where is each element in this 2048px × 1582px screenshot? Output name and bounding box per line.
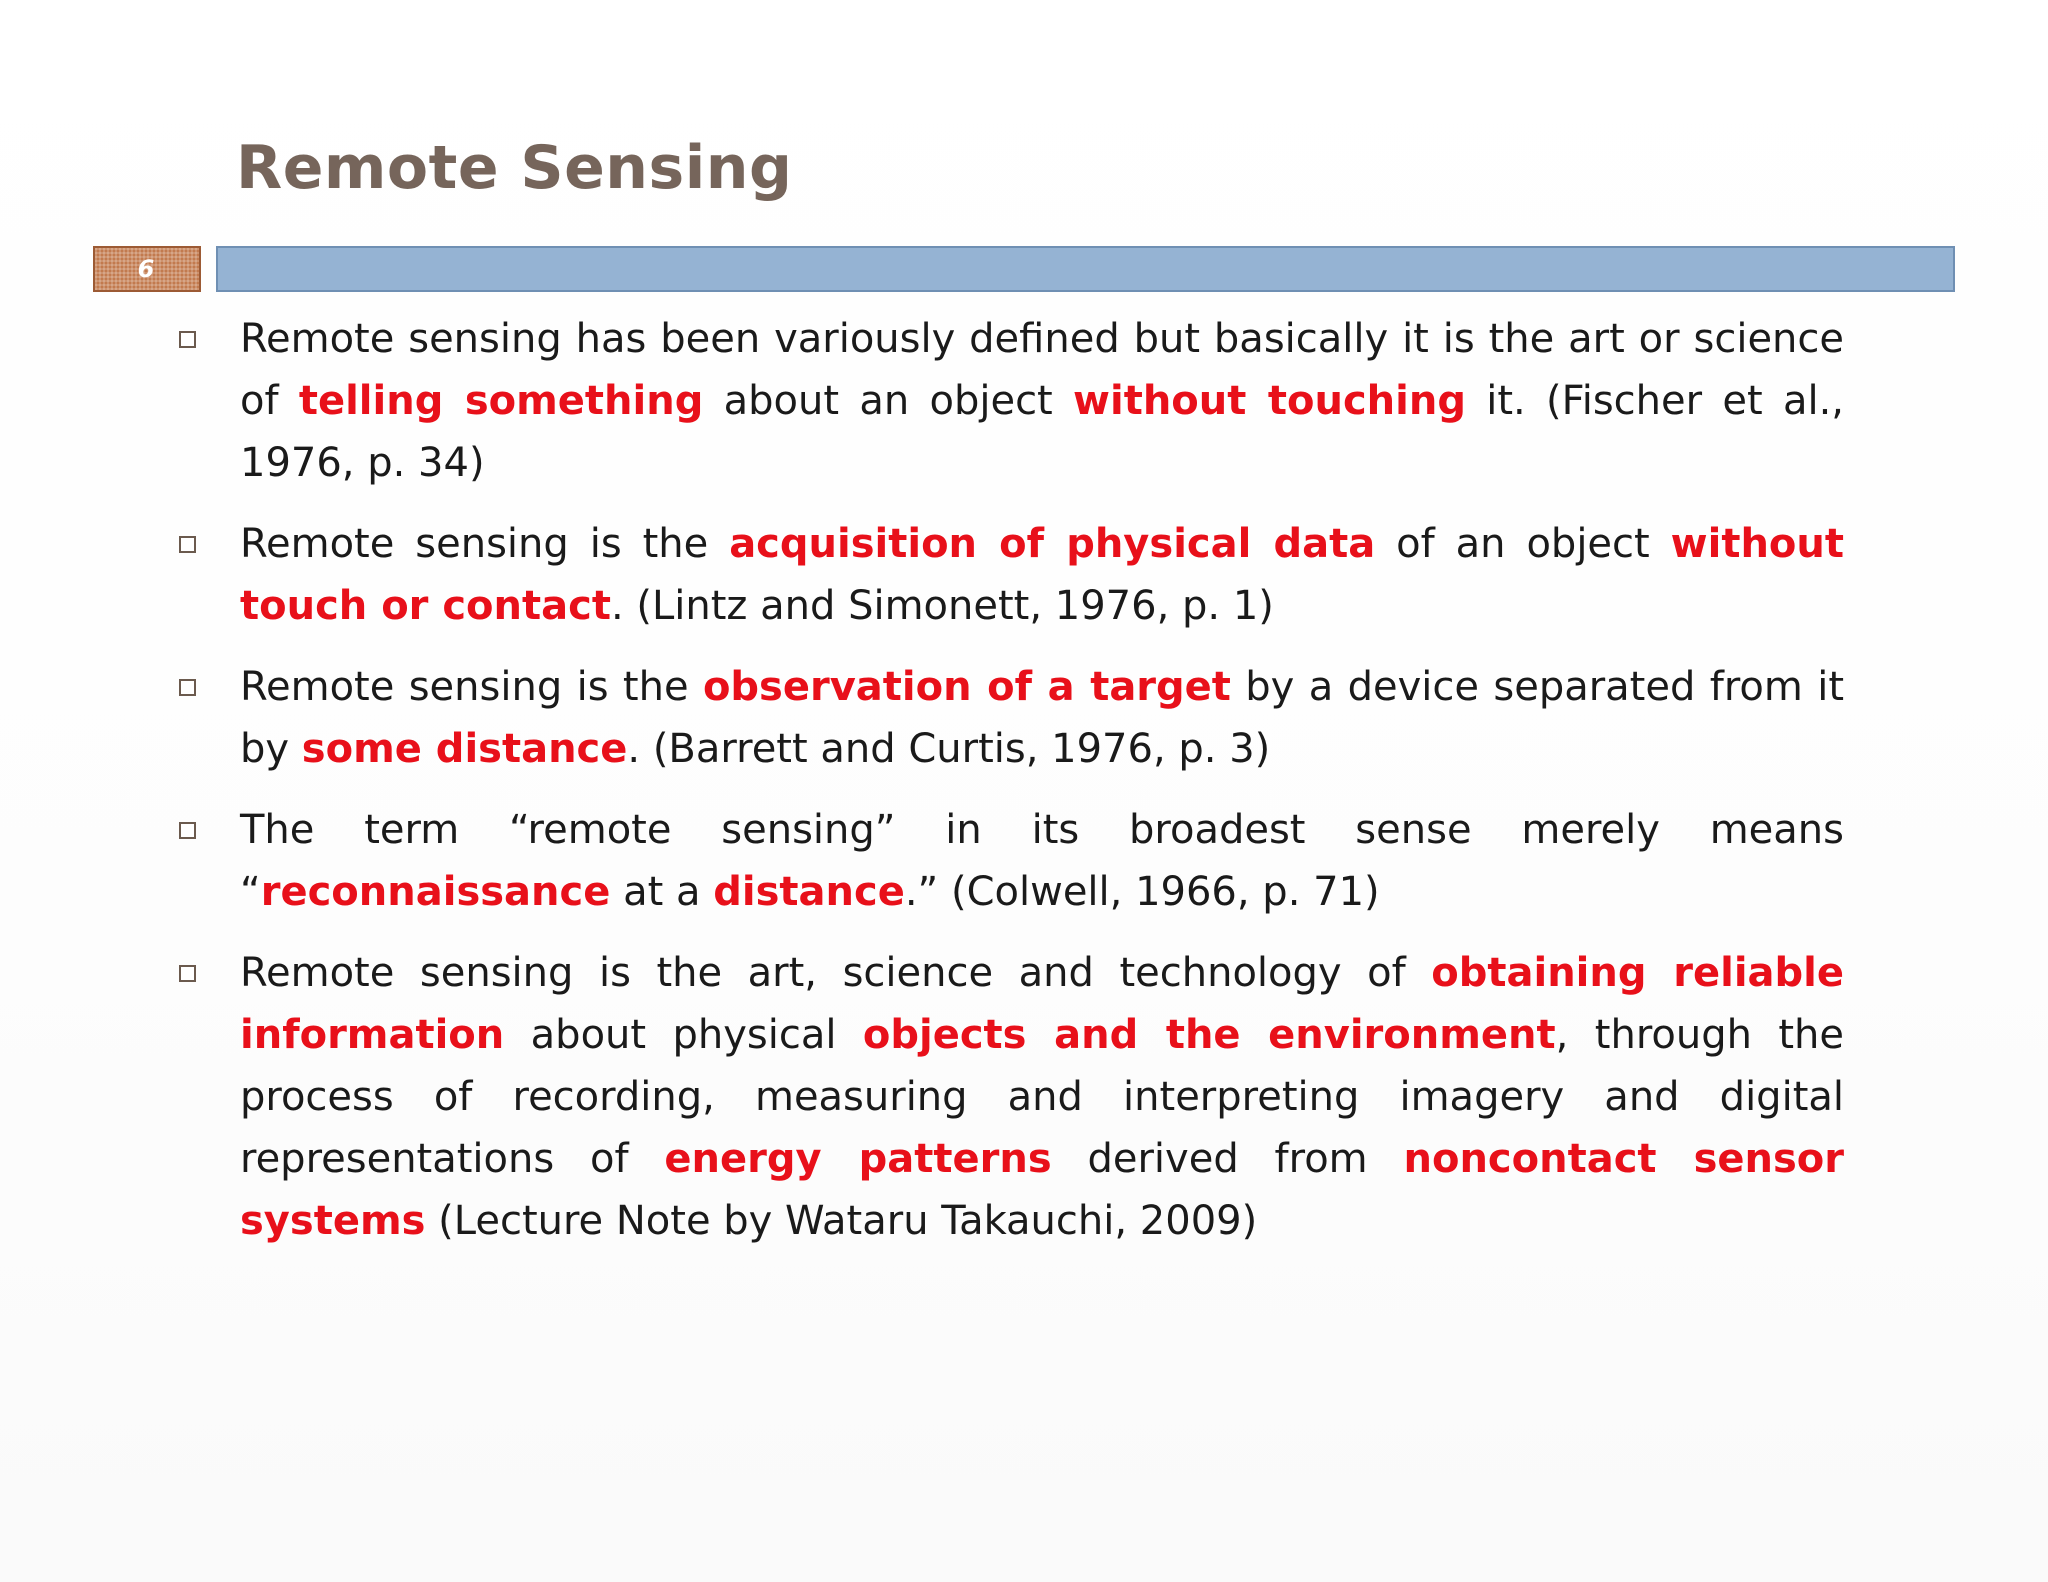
square-bullet-icon: [179, 965, 196, 982]
slide-title: Remote Sensing: [236, 133, 793, 203]
highlight-segment: distance: [713, 869, 905, 915]
bullet-item: [176, 308, 1844, 494]
bullet-item: [176, 513, 1844, 637]
text-segment: Remote sensing is the: [240, 664, 703, 710]
bullet-item: [176, 799, 1844, 923]
bullet-text: [240, 513, 1844, 637]
slide-number-box: [93, 246, 201, 292]
text-segment: (Lecture Note by Wataru Takauchi, 2009): [425, 1198, 1258, 1244]
highlight-segment: some distance: [301, 726, 628, 772]
text-segment: . (Barrett and Curtis, 1976, p. 3): [627, 726, 1271, 772]
bullet-text: [240, 656, 1844, 780]
bullet-marker: [176, 799, 240, 861]
highlight-segment: telling something: [298, 378, 704, 424]
text-segment: about an object: [703, 378, 1074, 424]
header-bar: [216, 246, 1955, 292]
highlight-segment: observation of a target: [702, 664, 1231, 710]
bullet-marker: [176, 308, 240, 370]
highlight-segment: without touching: [1073, 378, 1466, 424]
text-segment: .” (Colwell, 1966, p. 71): [904, 869, 1380, 915]
bullet-marker: [176, 942, 240, 1004]
text-segment: by a device separated from it by: [240, 664, 1844, 772]
bullet-item: [176, 942, 1844, 1252]
bullet-marker: [176, 513, 240, 575]
text-segment: Remote sensing has been variously defined but basically it is the art or science of: [240, 316, 1844, 424]
highlight-segment: reconnaissance: [260, 869, 611, 915]
square-bullet-icon: [179, 331, 196, 348]
highlight-segment: acquisition of physical data: [729, 521, 1376, 567]
text-segment: at a: [610, 869, 714, 915]
highlight-segment: noncontact sensor systems: [240, 1136, 1845, 1244]
highlight-segment: without touch or contact: [240, 521, 1844, 629]
bullet-text: [240, 942, 1844, 1252]
highlight-segment: obtaining reliable information: [240, 950, 1844, 1058]
bullet-text: [240, 308, 1844, 494]
square-bullet-icon: [179, 679, 196, 696]
slide-number: 6: [137, 255, 155, 283]
text-segment: Remote sensing is the art, science and technology of: [240, 950, 1432, 996]
bullet-marker: [176, 656, 240, 718]
text-segment: derived from: [1051, 1136, 1404, 1182]
text-segment: it. (Fischer et al., 1976, p. 34): [240, 378, 1844, 486]
square-bullet-icon: [179, 536, 196, 553]
text-segment: about physical: [504, 1012, 863, 1058]
bullet-item: [176, 656, 1844, 780]
text-segment: . (Lintz and Simonett, 1976, p. 1): [610, 583, 1274, 629]
bullet-list: [176, 308, 1844, 1271]
text-segment: of an object: [1375, 521, 1671, 567]
text-segment: , through the process of recording, measuring and interpreting imagery and digital representations of: [240, 1012, 1844, 1182]
highlight-segment: energy patterns: [664, 1136, 1052, 1182]
bullet-text: [240, 799, 1844, 923]
square-bullet-icon: [179, 822, 196, 839]
text-segment: The term “remote sensing” in its broadest sense merely means “: [240, 807, 1844, 915]
text-segment: Remote sensing is the: [240, 521, 730, 567]
highlight-segment: objects and the environment: [862, 1012, 1556, 1058]
